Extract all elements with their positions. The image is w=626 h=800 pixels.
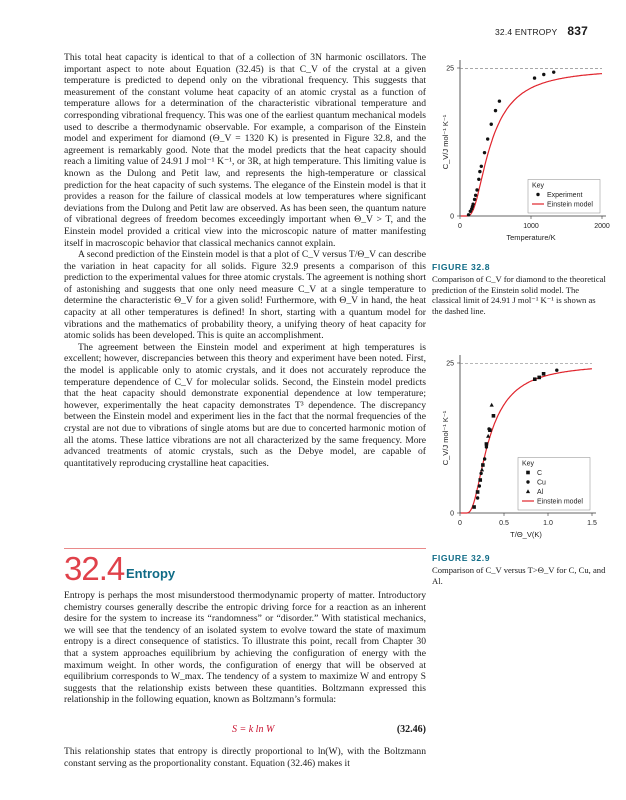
y-tick-label: 0 bbox=[450, 510, 454, 518]
x-axis-label: Temperature/K bbox=[506, 233, 556, 242]
paragraph-2: A second prediction of the Einstein model is that a plot of C_V versus T/Θ_V can describe the variation in heat capacity for all solids. Figure 32.9 presents a comparison of this prediction to the experimental values for three atomic crystals. The agreement is nothing short of astonishing and suggests that one only need measure C_V at a single temperature to determine the characteristic Θ_V for a given solid! Furthermore, with Θ_V in hand, the heat capacity at all other temperatures is defined! In short, starting with a quantum model for vibrations and the mathematics of probability theory, a unifying theory of heat capacity for atomic solids has been developed. This is quite an accomplishment. bbox=[64, 249, 426, 342]
data-point-experiment bbox=[552, 70, 555, 73]
legend-title: Key bbox=[532, 182, 545, 190]
paragraph-1: This total heat capacity is identical to that of a collection of 3N harmonic oscillators. The important aspect to note about Equation (32.45) is that C_V of the crystal at a given temperature is predicted to depend only on the vibrational frequency. This suggests that measurement of the constant volume heat capacity of an atomic crystal as a function of temperature allows for a determination of the characteristic vibrational temperature and corresponding vibrational frequency. This was one of the earliest quantum mechanical models used to describe a thermodynamic observable. For example, a comparison of the Einstein model and experiment for diamond (Θ_V = 1320 K) is presented in Figure 32.8, and the agreement is remarkably good. Note that the model predicts that the heat capacity should reach a limiting value of 24.91 J mol⁻¹ K⁻¹, or 3R, at high temperature. This limiting value is known as the Dulong and Petit law, and represents the high-temperature or classical prediction for the heat capacity of such systems. The elegance of the Einstein model is that it provides a reason for the failure of classical models at low temperatures where significant deviations from the Dulong and Petit law are observed. As has been seen, the quantum nature of vibrational degrees of freedom becomes exceedingly important when Θ_V > T, and the Einstein model provided a critical view into the microscopic nature of matter manifesting itself in macroscopic behavior that classical mechanics cannot explain. bbox=[64, 52, 426, 249]
data-point-experiment bbox=[542, 73, 545, 76]
page-number: 837 bbox=[567, 24, 588, 38]
figure-32-9-label: FIGURE 32.9 bbox=[432, 553, 491, 563]
data-point-experiment bbox=[473, 198, 476, 201]
data-point-experiment bbox=[475, 188, 478, 191]
data-point-cu bbox=[478, 484, 481, 487]
data-point-experiment bbox=[480, 165, 483, 168]
section-rule bbox=[64, 548, 426, 549]
figure-32-9-caption: Comparison of C_V versus T>Θ_V for C, Cu, and Al. bbox=[432, 565, 606, 586]
data-point-experiment bbox=[478, 170, 481, 173]
running-title: 32.4 ENTROPY bbox=[494, 27, 558, 37]
x-tick-label: 0.5 bbox=[499, 520, 509, 527]
data-point-c bbox=[492, 414, 496, 418]
equation-number: (32.46) bbox=[396, 724, 426, 735]
x-tick-label: 1.0 bbox=[543, 520, 553, 527]
legend-entry: Al bbox=[537, 489, 544, 496]
legend-title: Key bbox=[522, 460, 535, 468]
y-tick-label: 25 bbox=[446, 65, 454, 73]
data-point-al bbox=[480, 468, 484, 472]
figure-32-8-label: FIGURE 32.8 bbox=[432, 262, 491, 272]
data-point-experiment bbox=[474, 194, 477, 197]
legend-circle-swatch bbox=[526, 480, 529, 483]
data-point-cu bbox=[476, 496, 479, 499]
paragraph-4: Entropy is perhaps the most misunderstood thermodynamic property of matter. Introductory chemistry courses generally describe the entropic driving force for a reaction as an inherent desire for the system to increase its “randomness” or “disorder.” With statistical mechanics, we will see that the tendency of an isolated system to evolve toward the state of maximum entropy is a direct consequence of statistics. To illustrate this point, recall from Chapter 30 that a system approaches equilibrium by achieving the configuration of energy with the maximum weight. In other words, the configuration of energy that will be observed at equilibrium corresponds to W_max. The tendency of a system to maximize W and entropy S suggests that the relationship exists between these quantities. Boltzmann expressed this relationship in the following equation, known as Boltzmann’s formula: bbox=[64, 590, 426, 706]
data-point-c bbox=[485, 442, 489, 446]
data-point-cu bbox=[487, 427, 490, 430]
data-point-cu bbox=[485, 445, 488, 448]
data-point-experiment bbox=[533, 76, 536, 79]
data-point-cu bbox=[555, 369, 558, 372]
data-point-experiment bbox=[486, 137, 489, 140]
data-point-c bbox=[472, 505, 476, 509]
data-point-c bbox=[476, 490, 480, 494]
y-tick-label: 25 bbox=[446, 360, 454, 368]
data-point-experiment bbox=[498, 99, 501, 102]
data-point-c bbox=[537, 376, 541, 380]
x-tick-label: 0 bbox=[458, 520, 462, 527]
legend-square-swatch bbox=[526, 471, 530, 475]
running-header bbox=[495, 24, 588, 38]
legend-entry: Einstein model bbox=[547, 201, 593, 209]
y-axis-label: C_V/J mol⁻¹ K⁻¹ bbox=[441, 410, 450, 466]
section-number: 32.4 bbox=[64, 550, 125, 587]
x-tick-label: 1.5 bbox=[587, 520, 597, 527]
data-point-experiment bbox=[477, 178, 480, 181]
data-point-experiment bbox=[467, 213, 470, 216]
x-tick-label: 1000 bbox=[523, 223, 539, 230]
y-tick-label: 0 bbox=[450, 213, 454, 221]
data-point-experiment bbox=[490, 123, 493, 126]
body-column-top bbox=[64, 52, 426, 469]
data-point-c bbox=[478, 478, 482, 482]
data-point-cu bbox=[483, 457, 486, 460]
x-tick-label: 2000 bbox=[594, 223, 610, 230]
boltzmann-equation: S = k ln W bbox=[232, 724, 275, 735]
figure-32-9-caption-block bbox=[432, 553, 607, 586]
legend-circle-swatch bbox=[536, 193, 539, 196]
legend-entry: Experiment bbox=[547, 192, 583, 199]
data-point-c bbox=[542, 372, 546, 376]
data-point-c bbox=[481, 463, 485, 467]
legend-entry: C bbox=[537, 470, 543, 477]
legend-entry: Cu bbox=[537, 479, 546, 487]
data-point-c bbox=[533, 377, 537, 381]
figure-32-8-caption: Comparison of C_V for diamond to the theoretical prediction of the Einstein solid model. The classical limit of 24.91 J mol⁻¹ K⁻¹ is shown as the dashed line. bbox=[432, 274, 606, 316]
y-axis-label: C_V/J mol⁻¹ K⁻¹ bbox=[441, 114, 450, 170]
data-point-cu bbox=[479, 472, 482, 475]
x-axis-label: T/Θ_V(K) bbox=[510, 530, 542, 539]
data-point-experiment bbox=[494, 109, 497, 112]
figure-32-9-chart bbox=[432, 355, 612, 550]
figure-32-8-chart bbox=[432, 50, 612, 255]
data-point-al bbox=[490, 403, 494, 407]
paragraph-3: The agreement between the Einstein model and experiment at high temperatures is excellent; however, discrepancies between this theory and experiment have been noted. First, the model is applicable only to atomic crystals, and it does not accurately reproduce the temperature dependence of C_V for molecular solids. Second, the Einstein model predicts that the heat capacity should demonstrate exponential dependence at low temperature; however, experimentally the heat capacity demonstrates T³ dependence. The discrepancy between the Einstein model and experiment lies in the fact that the normal frequencies of the crystal are not due to vibrations of single atoms but are due to concerted harmonic motion of all the atoms. These lattice vibrations are not all characterized by the same frequency. More advanced treatments of atomic crystals, such as the Debye model, are capable of quantitatively reproducing crystalline heat capacities. bbox=[64, 341, 426, 469]
body-column-end bbox=[64, 746, 426, 769]
x-tick-label: 0 bbox=[458, 223, 462, 230]
body-column-bottom bbox=[64, 590, 426, 706]
paragraph-5: This relationship states that entropy is directly proportional to ln(W), with the Boltzmann constant serving as the proportionality constant. Equation (32.46) makes it bbox=[64, 746, 426, 769]
figure-32-8-caption-block bbox=[432, 262, 607, 316]
data-point-experiment bbox=[483, 151, 486, 154]
section-title: Entropy bbox=[126, 566, 176, 581]
data-point-experiment bbox=[471, 202, 474, 205]
legend-entry: Einstein model bbox=[537, 498, 583, 506]
